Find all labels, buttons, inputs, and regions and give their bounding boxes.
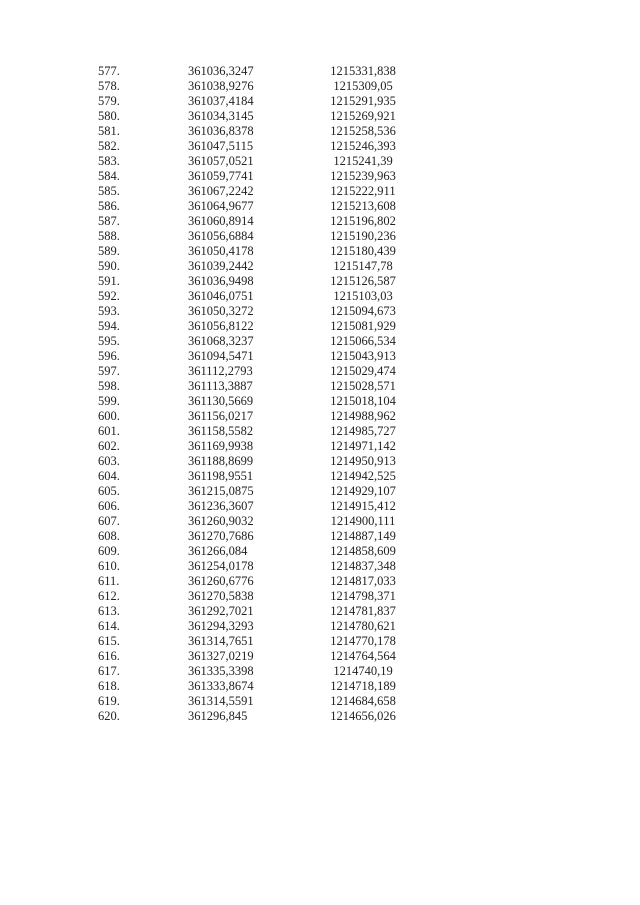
x-coordinate-value: 361046,0751 (188, 289, 254, 303)
table-row (98, 214, 448, 229)
table-row (98, 634, 448, 649)
table-row (98, 94, 448, 109)
y-coordinate-cell: 1215180,439 (330, 244, 396, 258)
x-coordinate-cell (188, 139, 278, 154)
y-coordinate-cell: 1215190,236 (330, 229, 396, 243)
x-coordinate-value: 361169,9938 (188, 439, 254, 453)
x-coordinate-cell (188, 439, 278, 454)
y-coordinate-cell: 1214656,026 (330, 709, 396, 723)
point-number-cell: 580. (98, 109, 120, 123)
y-coordinate-cell: 1215239,963 (330, 169, 396, 183)
x-coordinate-value: 361260,6776 (188, 574, 254, 588)
y-coordinate-cell: 1214929,107 (330, 484, 396, 498)
table-row (98, 334, 448, 349)
x-coordinate-cell (188, 589, 278, 604)
point-number-cell: 617. (98, 664, 120, 678)
x-coordinate-value: 361094,5471 (188, 349, 254, 363)
x-coordinate-value: 361039,2442 (188, 259, 254, 273)
point-number-cell: 583. (98, 154, 120, 168)
x-coordinate-value: 361266,084 (188, 544, 248, 558)
point-number-cell: 605. (98, 484, 120, 498)
point-number-cell: 620. (98, 709, 120, 723)
point-number-cell: 619. (98, 694, 120, 708)
coordinates-table (98, 64, 448, 724)
y-coordinate-cell: 1215028,571 (330, 379, 396, 393)
x-coordinate-value: 361067,2242 (188, 184, 254, 198)
y-coordinate-cell: 1215043,913 (330, 349, 396, 363)
x-coordinate-cell (188, 514, 278, 529)
table-row (98, 154, 448, 169)
point-number-cell: 578. (98, 79, 120, 93)
table-row (98, 679, 448, 694)
table-row (98, 169, 448, 184)
y-coordinate-cell: 1215094,673 (330, 304, 396, 318)
x-coordinate-value: 361158,5582 (188, 424, 254, 438)
x-coordinate-cell (188, 244, 278, 259)
y-coordinate-cell: 1215241,39 (333, 154, 393, 168)
point-number-cell: 596. (98, 349, 120, 363)
table-row (98, 64, 448, 79)
x-coordinate-cell (188, 379, 278, 394)
x-coordinate-cell (188, 529, 278, 544)
point-number-cell: 604. (98, 469, 120, 483)
table-row (98, 469, 448, 484)
x-coordinate-value: 361335,3398 (188, 664, 254, 678)
table-row (98, 484, 448, 499)
point-number-cell: 588. (98, 229, 120, 243)
x-coordinate-cell (188, 274, 278, 289)
x-coordinate-cell (188, 259, 278, 274)
x-coordinate-value: 361034,3145 (188, 109, 254, 123)
y-coordinate-cell: 1215213,608 (330, 199, 396, 213)
x-coordinate-cell (188, 499, 278, 514)
table-row (98, 289, 448, 304)
point-number-cell: 607. (98, 514, 120, 528)
x-coordinate-value: 361057,0521 (188, 154, 254, 168)
point-number-cell: 585. (98, 184, 120, 198)
x-coordinate-value: 361036,8378 (188, 124, 254, 138)
table-row (98, 544, 448, 559)
x-coordinate-cell (188, 334, 278, 349)
x-coordinate-value: 361198,9551 (188, 469, 254, 483)
x-coordinate-cell (188, 124, 278, 139)
point-number-cell: 601. (98, 424, 120, 438)
table-row (98, 439, 448, 454)
y-coordinate-cell: 1215331,838 (330, 64, 396, 78)
x-coordinate-cell (188, 409, 278, 424)
x-coordinate-value: 361270,7686 (188, 529, 254, 543)
point-number-cell: 579. (98, 94, 120, 108)
y-coordinate-cell: 1215103,03 (333, 289, 393, 303)
table-row (98, 499, 448, 514)
table-row (98, 139, 448, 154)
y-coordinate-cell: 1214780,621 (330, 619, 396, 633)
point-number-cell: 587. (98, 214, 120, 228)
table-row (98, 319, 448, 334)
table-row (98, 394, 448, 409)
x-coordinate-cell (188, 349, 278, 364)
x-coordinate-value: 361068,3237 (188, 334, 254, 348)
x-coordinate-cell (188, 649, 278, 664)
y-coordinate-cell: 1214950,913 (330, 454, 396, 468)
x-coordinate-value: 361254,0178 (188, 559, 254, 573)
table-row (98, 274, 448, 289)
x-coordinate-value: 361060,8914 (188, 214, 254, 228)
point-number-cell: 584. (98, 169, 120, 183)
x-coordinate-value: 361047,5115 (188, 139, 254, 153)
point-number-cell: 616. (98, 649, 120, 663)
x-coordinate-cell (188, 79, 278, 94)
y-coordinate-cell: 1215309,05 (333, 79, 393, 93)
x-coordinate-value: 361050,4178 (188, 244, 254, 258)
x-coordinate-cell (188, 454, 278, 469)
y-coordinate-cell: 1214770,178 (330, 634, 396, 648)
x-coordinate-cell (188, 469, 278, 484)
point-number-cell: 598. (98, 379, 120, 393)
y-coordinate-cell: 1215196,802 (330, 214, 396, 228)
point-number-cell: 595. (98, 334, 120, 348)
x-coordinate-cell (188, 574, 278, 589)
y-coordinate-cell: 1214740,19 (333, 664, 393, 678)
x-coordinate-cell (188, 484, 278, 499)
point-number-cell: 591. (98, 274, 120, 288)
x-coordinate-value: 361314,7651 (188, 634, 254, 648)
table-row (98, 574, 448, 589)
x-coordinate-cell (188, 109, 278, 124)
table-row (98, 589, 448, 604)
x-coordinate-value: 361314,5591 (188, 694, 254, 708)
x-coordinate-value: 361036,9498 (188, 274, 254, 288)
point-number-cell: 592. (98, 289, 120, 303)
x-coordinate-cell (188, 364, 278, 379)
y-coordinate-cell: 1215029,474 (330, 364, 396, 378)
table-row (98, 664, 448, 679)
x-coordinate-cell (188, 394, 278, 409)
x-coordinate-value: 361064,9677 (188, 199, 254, 213)
x-coordinate-cell (188, 619, 278, 634)
y-coordinate-cell: 1215147,78 (333, 259, 393, 273)
x-coordinate-cell (188, 679, 278, 694)
x-coordinate-cell (188, 154, 278, 169)
point-number-cell: 613. (98, 604, 120, 618)
x-coordinate-value: 361333,8674 (188, 679, 254, 693)
point-number-cell: 593. (98, 304, 120, 318)
x-coordinate-cell (188, 229, 278, 244)
x-coordinate-value: 361056,8122 (188, 319, 254, 333)
x-coordinate-cell (188, 694, 278, 709)
point-number-cell: 606. (98, 499, 120, 513)
point-number-cell: 602. (98, 439, 120, 453)
x-coordinate-cell (188, 64, 278, 79)
y-coordinate-cell: 1215269,921 (330, 109, 396, 123)
table-row (98, 649, 448, 664)
y-coordinate-cell: 1214798,371 (330, 589, 396, 603)
table-row (98, 124, 448, 139)
point-number-cell: 614. (98, 619, 120, 633)
table-row (98, 379, 448, 394)
point-number-cell: 612. (98, 589, 120, 603)
point-number-cell: 577. (98, 64, 120, 78)
table-row (98, 349, 448, 364)
y-coordinate-cell: 1214837,348 (330, 559, 396, 573)
y-coordinate-cell: 1215018,104 (330, 394, 396, 408)
point-number-cell: 603. (98, 454, 120, 468)
y-coordinate-cell: 1214900,111 (330, 514, 396, 528)
x-coordinate-cell (188, 169, 278, 184)
x-coordinate-value: 361037,4184 (188, 94, 254, 108)
point-number-cell: 618. (98, 679, 120, 693)
x-coordinate-cell (188, 664, 278, 679)
point-number-cell: 594. (98, 319, 120, 333)
table-row (98, 259, 448, 274)
y-coordinate-cell: 1215246,393 (330, 139, 396, 153)
y-coordinate-cell: 1215258,536 (330, 124, 396, 138)
point-number-cell: 597. (98, 364, 120, 378)
x-coordinate-cell (188, 184, 278, 199)
y-coordinate-cell: 1214718,189 (330, 679, 396, 693)
table-row (98, 529, 448, 544)
table-row (98, 199, 448, 214)
table-row (98, 694, 448, 709)
x-coordinate-cell (188, 289, 278, 304)
table-row (98, 454, 448, 469)
table-row (98, 604, 448, 619)
table-row (98, 304, 448, 319)
x-coordinate-value: 361188,8699 (188, 454, 254, 468)
table-row (98, 109, 448, 124)
x-coordinate-cell (188, 559, 278, 574)
y-coordinate-cell: 1214971,142 (330, 439, 396, 453)
point-number-cell: 590. (98, 259, 120, 273)
y-coordinate-cell: 1214684,658 (330, 694, 396, 708)
table-row (98, 184, 448, 199)
x-coordinate-value: 361270,5838 (188, 589, 254, 603)
y-coordinate-cell: 1214915,412 (330, 499, 396, 513)
table-row (98, 364, 448, 379)
point-number-cell: 586. (98, 199, 120, 213)
x-coordinate-value: 361113,3887 (188, 379, 253, 393)
point-number-cell: 582. (98, 139, 120, 153)
point-number-cell: 589. (98, 244, 120, 258)
x-coordinate-cell (188, 709, 278, 724)
x-coordinate-cell (188, 214, 278, 229)
x-coordinate-cell (188, 634, 278, 649)
x-coordinate-cell (188, 94, 278, 109)
x-coordinate-value: 361038,9276 (188, 79, 254, 93)
table-row (98, 409, 448, 424)
point-number-cell: 608. (98, 529, 120, 543)
y-coordinate-cell: 1214985,727 (330, 424, 396, 438)
table-row (98, 709, 448, 724)
y-coordinate-cell: 1215081,929 (330, 319, 396, 333)
x-coordinate-cell (188, 304, 278, 319)
x-coordinate-value: 361296,845 (188, 709, 248, 723)
table-row (98, 619, 448, 634)
table-row (98, 79, 448, 94)
y-coordinate-cell: 1214764,564 (330, 649, 396, 663)
point-number-cell: 599. (98, 394, 120, 408)
x-coordinate-cell (188, 319, 278, 334)
table-row (98, 229, 448, 244)
y-coordinate-cell: 1214942,525 (330, 469, 396, 483)
x-coordinate-value: 361059,7741 (188, 169, 254, 183)
x-coordinate-value: 361236,3607 (188, 499, 254, 513)
x-coordinate-value: 361294,3293 (188, 619, 254, 633)
point-number-cell: 600. (98, 409, 120, 423)
point-number-cell: 609. (98, 544, 120, 558)
table-row (98, 244, 448, 259)
x-coordinate-cell (188, 544, 278, 559)
y-coordinate-cell: 1215066,534 (330, 334, 396, 348)
x-coordinate-value: 361056,6884 (188, 229, 254, 243)
x-coordinate-cell (188, 424, 278, 439)
table-row (98, 424, 448, 439)
x-coordinate-value: 361036,3247 (188, 64, 254, 78)
x-coordinate-value: 361327,0219 (188, 649, 254, 663)
point-number-cell: 581. (98, 124, 120, 138)
x-coordinate-value: 361130,5669 (188, 394, 254, 408)
x-coordinate-value: 361112,2793 (188, 364, 253, 378)
x-coordinate-value: 361260,9032 (188, 514, 254, 528)
y-coordinate-cell: 1214858,609 (330, 544, 396, 558)
point-number-cell: 611. (98, 574, 120, 588)
y-coordinate-cell: 1215222,911 (330, 184, 396, 198)
y-coordinate-cell: 1215291,935 (330, 94, 396, 108)
point-number-cell: 615. (98, 634, 120, 648)
x-coordinate-value: 361292,7021 (188, 604, 254, 618)
y-coordinate-cell: 1214817,033 (330, 574, 396, 588)
coordinates-table-body (98, 64, 448, 724)
point-number-cell: 610. (98, 559, 120, 573)
y-coordinate-cell: 1214887,149 (330, 529, 396, 543)
table-row (98, 514, 448, 529)
y-coordinate-cell: 1214988,962 (330, 409, 396, 423)
x-coordinate-value: 361156,0217 (188, 409, 254, 423)
x-coordinate-value: 361215,0875 (188, 484, 254, 498)
x-coordinate-cell (188, 604, 278, 619)
y-coordinate-cell: 1214781,837 (330, 604, 396, 618)
x-coordinate-value: 361050,3272 (188, 304, 254, 318)
table-row (98, 559, 448, 574)
x-coordinate-cell (188, 199, 278, 214)
y-coordinate-cell: 1215126,587 (330, 274, 396, 288)
